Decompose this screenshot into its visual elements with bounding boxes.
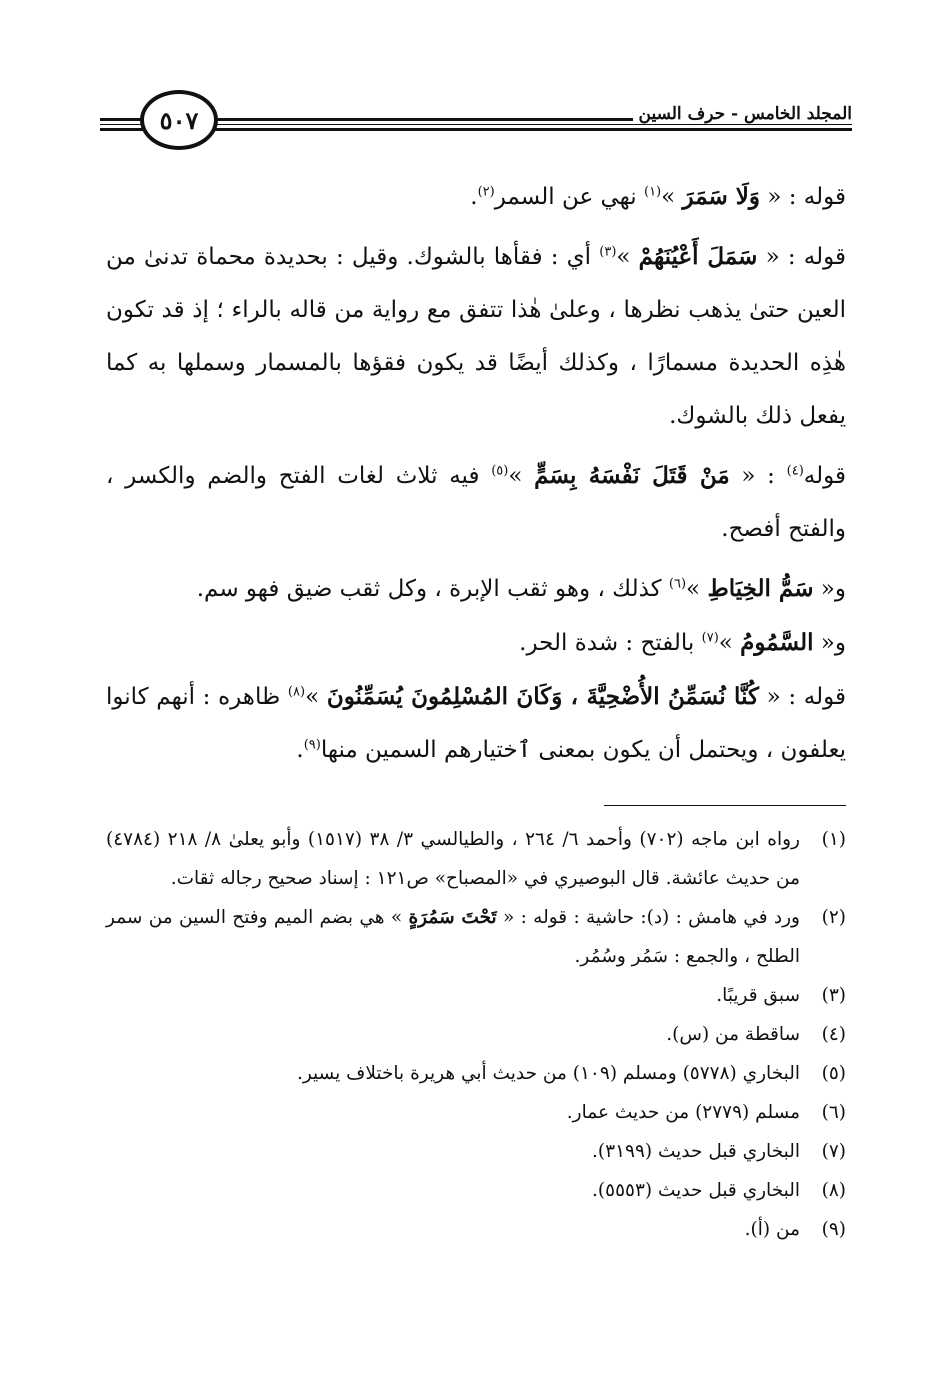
footnotes [106,820,846,1249]
footnote-text: رواه ابن ماجه (٧٠٢) وأحمد ٦/ ٢٦٤ ، والطيالسي ٣/ ٣٨ (١٥١٧) وأبو يعلىٰ ٨/ ٢١٨ (٤٧٨٤) من حديث عائشة. قال البوصيري في «المصباح» ص١٢١ : إسناد صحيح رجاله ثقات. [106,829,800,889]
footnote-ref-1[interactable]: (١) [643,184,662,200]
footnote-text: من (أ). [744,1219,800,1240]
text-run: . [296,737,304,763]
footnote-8 [106,1171,846,1210]
text-run: . [470,184,478,210]
text-run: و« [813,576,846,602]
text-run: ورد في هامش : (د): حاشية : قوله : « [496,907,800,928]
footnote-number: (١) [821,829,846,850]
footnote-ref-9[interactable]: (٩) [303,737,321,753]
text-run: » [718,630,741,656]
page-header [100,88,852,158]
text-run: قوله : « [758,684,846,710]
footnote-ref-4[interactable]: (٤) [786,463,804,479]
paragraph-5 [106,616,846,670]
text-run: : « [729,463,787,489]
paragraph-6 [106,670,846,777]
text-run: » [305,684,327,710]
text-run: كذلك ، وهو ثقب الإبرة ، وكل ثقب ضيق فهو سم. [196,576,669,602]
page-number: ٥٠٧ [140,90,218,150]
footnote-number: (٦) [821,1102,846,1123]
footnote-ref-5[interactable]: (٥) [491,463,509,479]
text-run: نهي عن السمر [494,184,644,210]
hadith-quote: سَمُّ الخِيَاطِ [707,575,814,602]
text-run: بالفتح : شدة الحر. [519,630,702,656]
footnote-text: مسلم (٢٧٧٩) من حديث عمار. [566,1102,800,1123]
text-run: » [686,576,708,602]
footnote-2 [106,898,846,976]
paragraph-2 [106,230,846,443]
footnote-number: (٩) [821,1219,846,1240]
footnote-number: (٣) [821,985,846,1006]
footnote-3 [106,976,846,1015]
paragraph-1 [106,170,846,224]
paragraph-3 [106,449,846,556]
footnote-1 [106,820,846,898]
hadith-quote: وَلَا سَمَرَ [682,183,761,210]
footnote-ref-7[interactable]: (٧) [701,630,719,646]
text-run: » هي بضم الميم وفتح السين من سمر الطلح ، والجمع : سَمُر وسُمُر. [106,907,800,967]
hadith-quote: تَحْتَ سَمُرَةٍ [408,907,497,928]
footnote-number: (٨) [821,1180,846,1201]
running-title: المجلد الخامس - حرف السين [633,104,852,124]
main-text [106,170,846,777]
footnote-text: ساقطة من (س). [666,1024,800,1045]
text-run: » [661,184,683,210]
footnote-4 [106,1015,846,1054]
footnote-ref-8[interactable]: (٨) [287,684,306,700]
footnote-number: (٤) [821,1024,846,1045]
footnote-5 [106,1054,846,1093]
paragraph-4 [106,562,846,616]
footnote-6 [106,1093,846,1132]
text-run: قوله : « [760,184,846,210]
footnote-number: (٢) [821,907,846,928]
text-run: فيه ثلاث لغات الفتح والضم والكسر ، والفتح أفصح. [106,463,846,542]
footnote-separator [604,805,846,806]
hadith-quote: سَمَلَ أَعْيُنَهُمْ [638,243,758,270]
footnote-7 [106,1132,846,1171]
footnote-text: البخاري قبل حديث (٥٥٥٣). [592,1180,800,1201]
footnote-text: البخاري (٥٧٧٨) ومسلم (١٠٩) من حديث أبي هريرة باختلاف يسير. [296,1063,800,1084]
footnote-ref-2[interactable]: (٢) [477,184,495,200]
footnote-ref-6[interactable]: (٦) [668,576,687,592]
text-run: أي : فقأها بالشوك. وقيل : بحديدة محماة تدنىٰ من العين حتىٰ يذهب نظرها ، وعلىٰ هٰذا تتفق مع رواية من قاله بالراء ؛ إذ قد تكون هٰذِه الحديدة مسمارًا ، وكذلك أيضًا قد يكون فقؤها بالمسمار وسملها به كما يفعل ذلك بالشوك. [106,244,846,429]
text-run: ظاهره : أنهم كانوا يعلفون ، ويحتمل أن يكون بمعنى ٱختيارهم السمين منها [106,684,846,763]
hadith-quote: السَّمُومُ [740,629,814,656]
text-run: قوله : « [757,244,846,270]
footnote-text: سبق قريبًا. [716,985,800,1006]
hadith-quote: كُنَّا نُسَمِّنُ الأُضْحِيَّةَ ، وَكَانَ المُسْلِمُونَ يُسَمِّنُونَ [326,683,759,710]
text-run: و« [813,630,846,656]
hadith-quote: مَنْ قَتَلَ نَفْسَهُ بِسَمٍّ [534,462,730,489]
footnote-ref-3[interactable]: (٣) [599,244,617,260]
text-run: قوله [803,463,847,489]
footnote-number: (٥) [821,1063,846,1084]
footnote-text [106,898,800,976]
footnote-number: (٧) [821,1141,846,1162]
footnote-text: البخاري قبل حديث (٣١٩٩). [592,1141,800,1162]
text-run: » [616,244,639,270]
footnote-9 [106,1210,846,1249]
text-run: » [508,463,535,489]
